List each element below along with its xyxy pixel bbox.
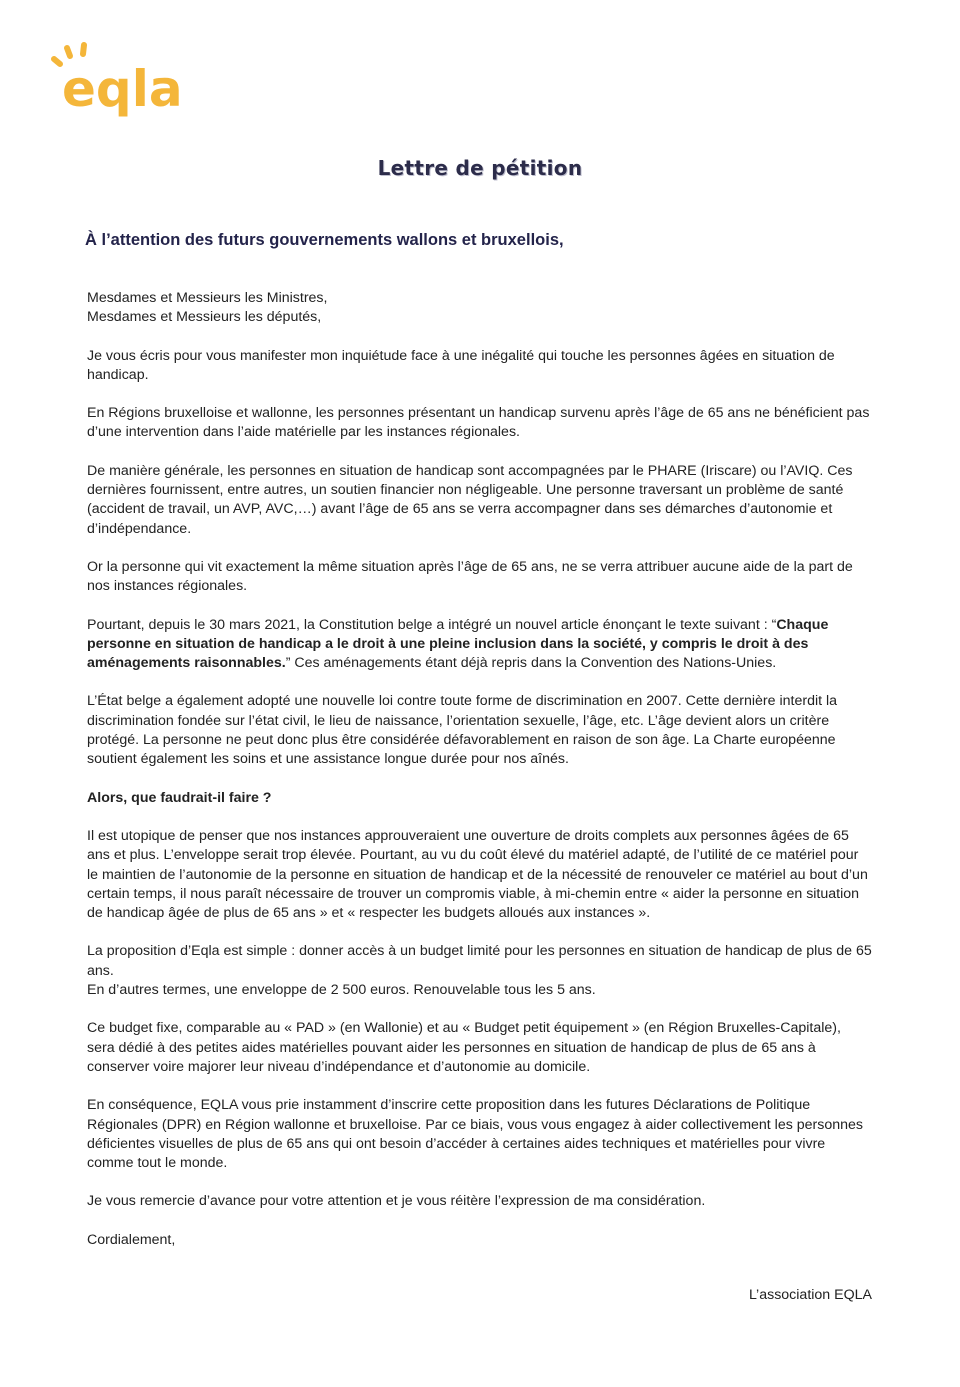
eqla-logo-mark [50, 42, 210, 122]
paragraph-request: En conséquence, EQLA vous prie instamment d’inscrire cette proposition dans les futures Déclarations de Politique Régionales (DPR) en Région wallonne et bruxelloise. Par ce biais, vous vous engagez à aider collectivement les personnes déficientes visuelles de plus de 65 ans qui ont besoin d’accéder à certaines aides techniques et matérielles pour vivre comme tout le monde. [87, 1097, 864, 1172]
constitution-outro: ” Ces aménagements étant déjà repris dans la Convention des Nations-Unies. [285, 655, 777, 672]
paragraph-proposal: La proposition d’Eqla est simple : donner accès à un budget limité pour les personnes en situation de handicap de plus de 65 ans. [87, 943, 872, 979]
logo-wordmark: eqla [62, 60, 183, 118]
paragraph-inequality: Je vous écris pour vous manifester mon inquiétude face à une inégalité qui touche les personnes âgées en situation de handicap. [87, 347, 835, 383]
salutation-line-1: Mesdames et Messieurs les Ministres, [87, 290, 328, 306]
paragraph-general: De manière générale, les personnes en situation de handicap sont accompagnées par le PHARE (Iriscare) ou l’AVIQ. Ces dernières fournissent, entre autres, un soutien financier non négligeable. Une personne traversant un problème de santé (accident de travail, un AVP, AVC,…) avant l’âge de 65 ans se verra accompagner dans ses démarches d’autonomie et d’indépendance. [87, 462, 853, 537]
paragraph-regions: En Régions bruxelloise et wallonne, les personnes présentant un handicap survenu après l’âge de 65 ans ne bénéficient pas d’une intervention dans l’aide matérielle par les instances régionales. [87, 405, 870, 441]
question-heading [87, 789, 872, 808]
question-text: Alors, que faudrait-il faire ? [87, 789, 272, 806]
paragraph-compromise: Il est utopique de penser que nos instances approuveraient une ouverture de droits complets aux personnes âgées de 65 ans et plus. L’enveloppe serait trop élevée. Pourtant, au vu du coût élevé du matériel adapté, de l’utilité de ce matériel pour le maintien de l’autonomie de la personne en situation de handicap et de la nécessité de renouveler ce matériel au bout d’un certain temps, il nous paraît nécessaire de trouver un compromis viable, à mi-chemin entre « aider la personne en situation de handicap âgée de plus de 65 ans » et « respecter les budgets alloués aux instances ». [87, 827, 868, 922]
paragraph-envelope: En d’autres termes, une enveloppe de 2 500 euros. Renouvelable tous les 5 ans. [87, 982, 596, 999]
page-title: Lettre de pétition [377, 156, 583, 180]
paragraph-after-65: Or la personne qui vit exactement la même situation après l’âge de 65 ans, ne se verra attribuer aucune aide de la part de nos instances régionales. [87, 558, 853, 595]
paragraph-budget: Ce budget fixe, comparable au « PAD » (en Wallonie) et au « Budget petit équipement » (en Région Bruxelles-Capitale), sera dédié à des petites aides matérielles pouvant aider les personnes en situation de handicap de plus de 65 ans à conserver voire majorer leur niveau d’indépendance et d’autonomie au domicile. [87, 1020, 841, 1075]
paragraph-thanks: Je vous remercie d’avance pour votre attention et je vous réitère l’expression de ma considération. [87, 1193, 706, 1210]
closing-line: Cordialement, [87, 1231, 176, 1248]
address-line: À l’attention des futurs gouvernements wallons et bruxellois, [85, 231, 564, 249]
salutation-line-2: Mesdames et Messieurs les députés, [87, 309, 322, 326]
constitution-quote: Chaque personne en situation de handicap a le droit à une pleine inclusion dans la société, y compris le droit à des aménagements raisonnables. [87, 616, 829, 672]
paragraph-discrimination-law: L’État belge a également adopté une nouvelle loi contre toute forme de discrimination en 2007. Cette dernière interdit la discrimination fondée sur l’état civil, le lieu de naissance, l’orientation sexuelle, l’âge, etc. L’âge devient alors un critère protégé. La personne ne peut donc plus être considérée défavorablement en raison de son âge. La Charte européenne soutient également les soins et une assistance longue durée pour nos aînés. [87, 693, 838, 768]
paragraph-constitution [87, 616, 872, 674]
eqla-logo [50, 42, 210, 122]
signature: L’association EQLA [748, 1287, 872, 1303]
letter-body [87, 289, 872, 1269]
constitution-intro: Pourtant, depuis le 30 mars 2021, la Constitution belge a intégré un nouvel article énonçant le texte suivant : “ [87, 616, 777, 633]
